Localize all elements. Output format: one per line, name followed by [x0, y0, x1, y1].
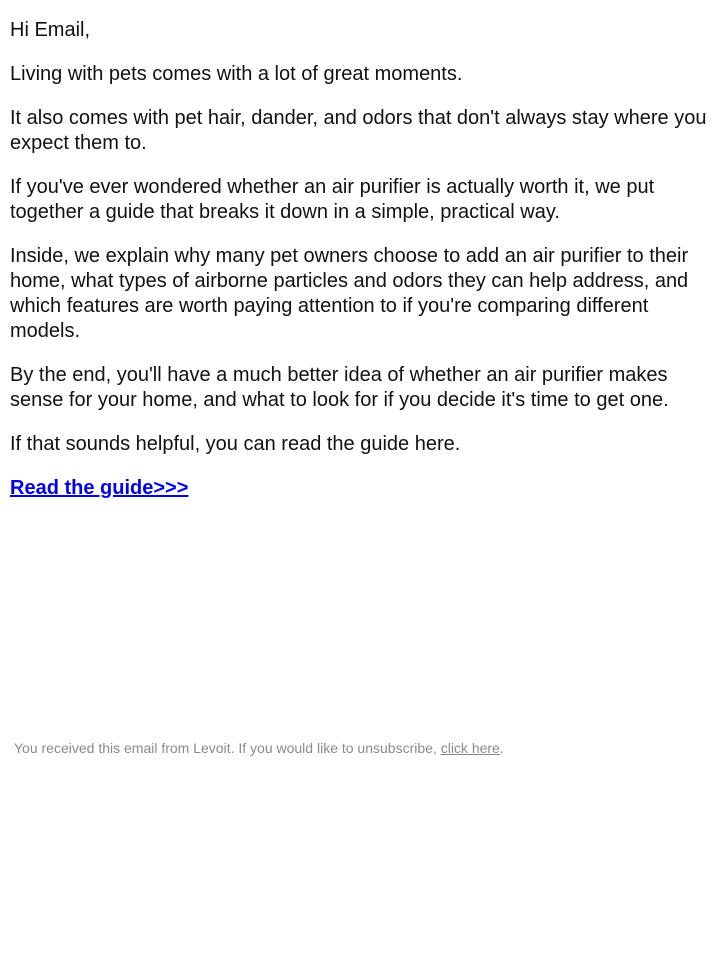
read-guide-link[interactable]: Read the guide>>> — [10, 477, 189, 499]
paragraph-guide-contents: Inside, we explain why many pet owners choose to add an air purifier to their home, what types of airborne particles and odors they can help address, and which features are worth paying attention to if you're comparing different models. — [10, 245, 689, 342]
footer-period: . — [499, 740, 504, 756]
unsubscribe-link[interactable]: click here — [440, 740, 500, 756]
paragraph-pets-moments: Living with pets comes with a lot of great moments. — [10, 63, 463, 85]
paragraph-pet-hair: It also comes with pet hair, dander, and odors that don't always stay where you expect them to. — [10, 107, 707, 154]
paragraph-guide-intro: If you've ever wondered whether an air purifier is actually worth it, we put together a guide that breaks it down in a simple, practical way. — [10, 176, 655, 223]
greeting: Hi Email, — [10, 19, 91, 41]
footer-unsubscribe-notice — [14, 739, 714, 757]
footer-text: You received this email from Levoit. If you would like to unsubscribe, — [14, 740, 441, 756]
paragraph-read-here: If that sounds helpful, you can read the guide here. — [10, 433, 461, 455]
paragraph-by-the-end: By the end, you'll have a much better idea of whether an air purifier makes sense for your home, and what to look for if you decide it's time to get one. — [10, 364, 669, 411]
email-body — [10, 18, 714, 501]
